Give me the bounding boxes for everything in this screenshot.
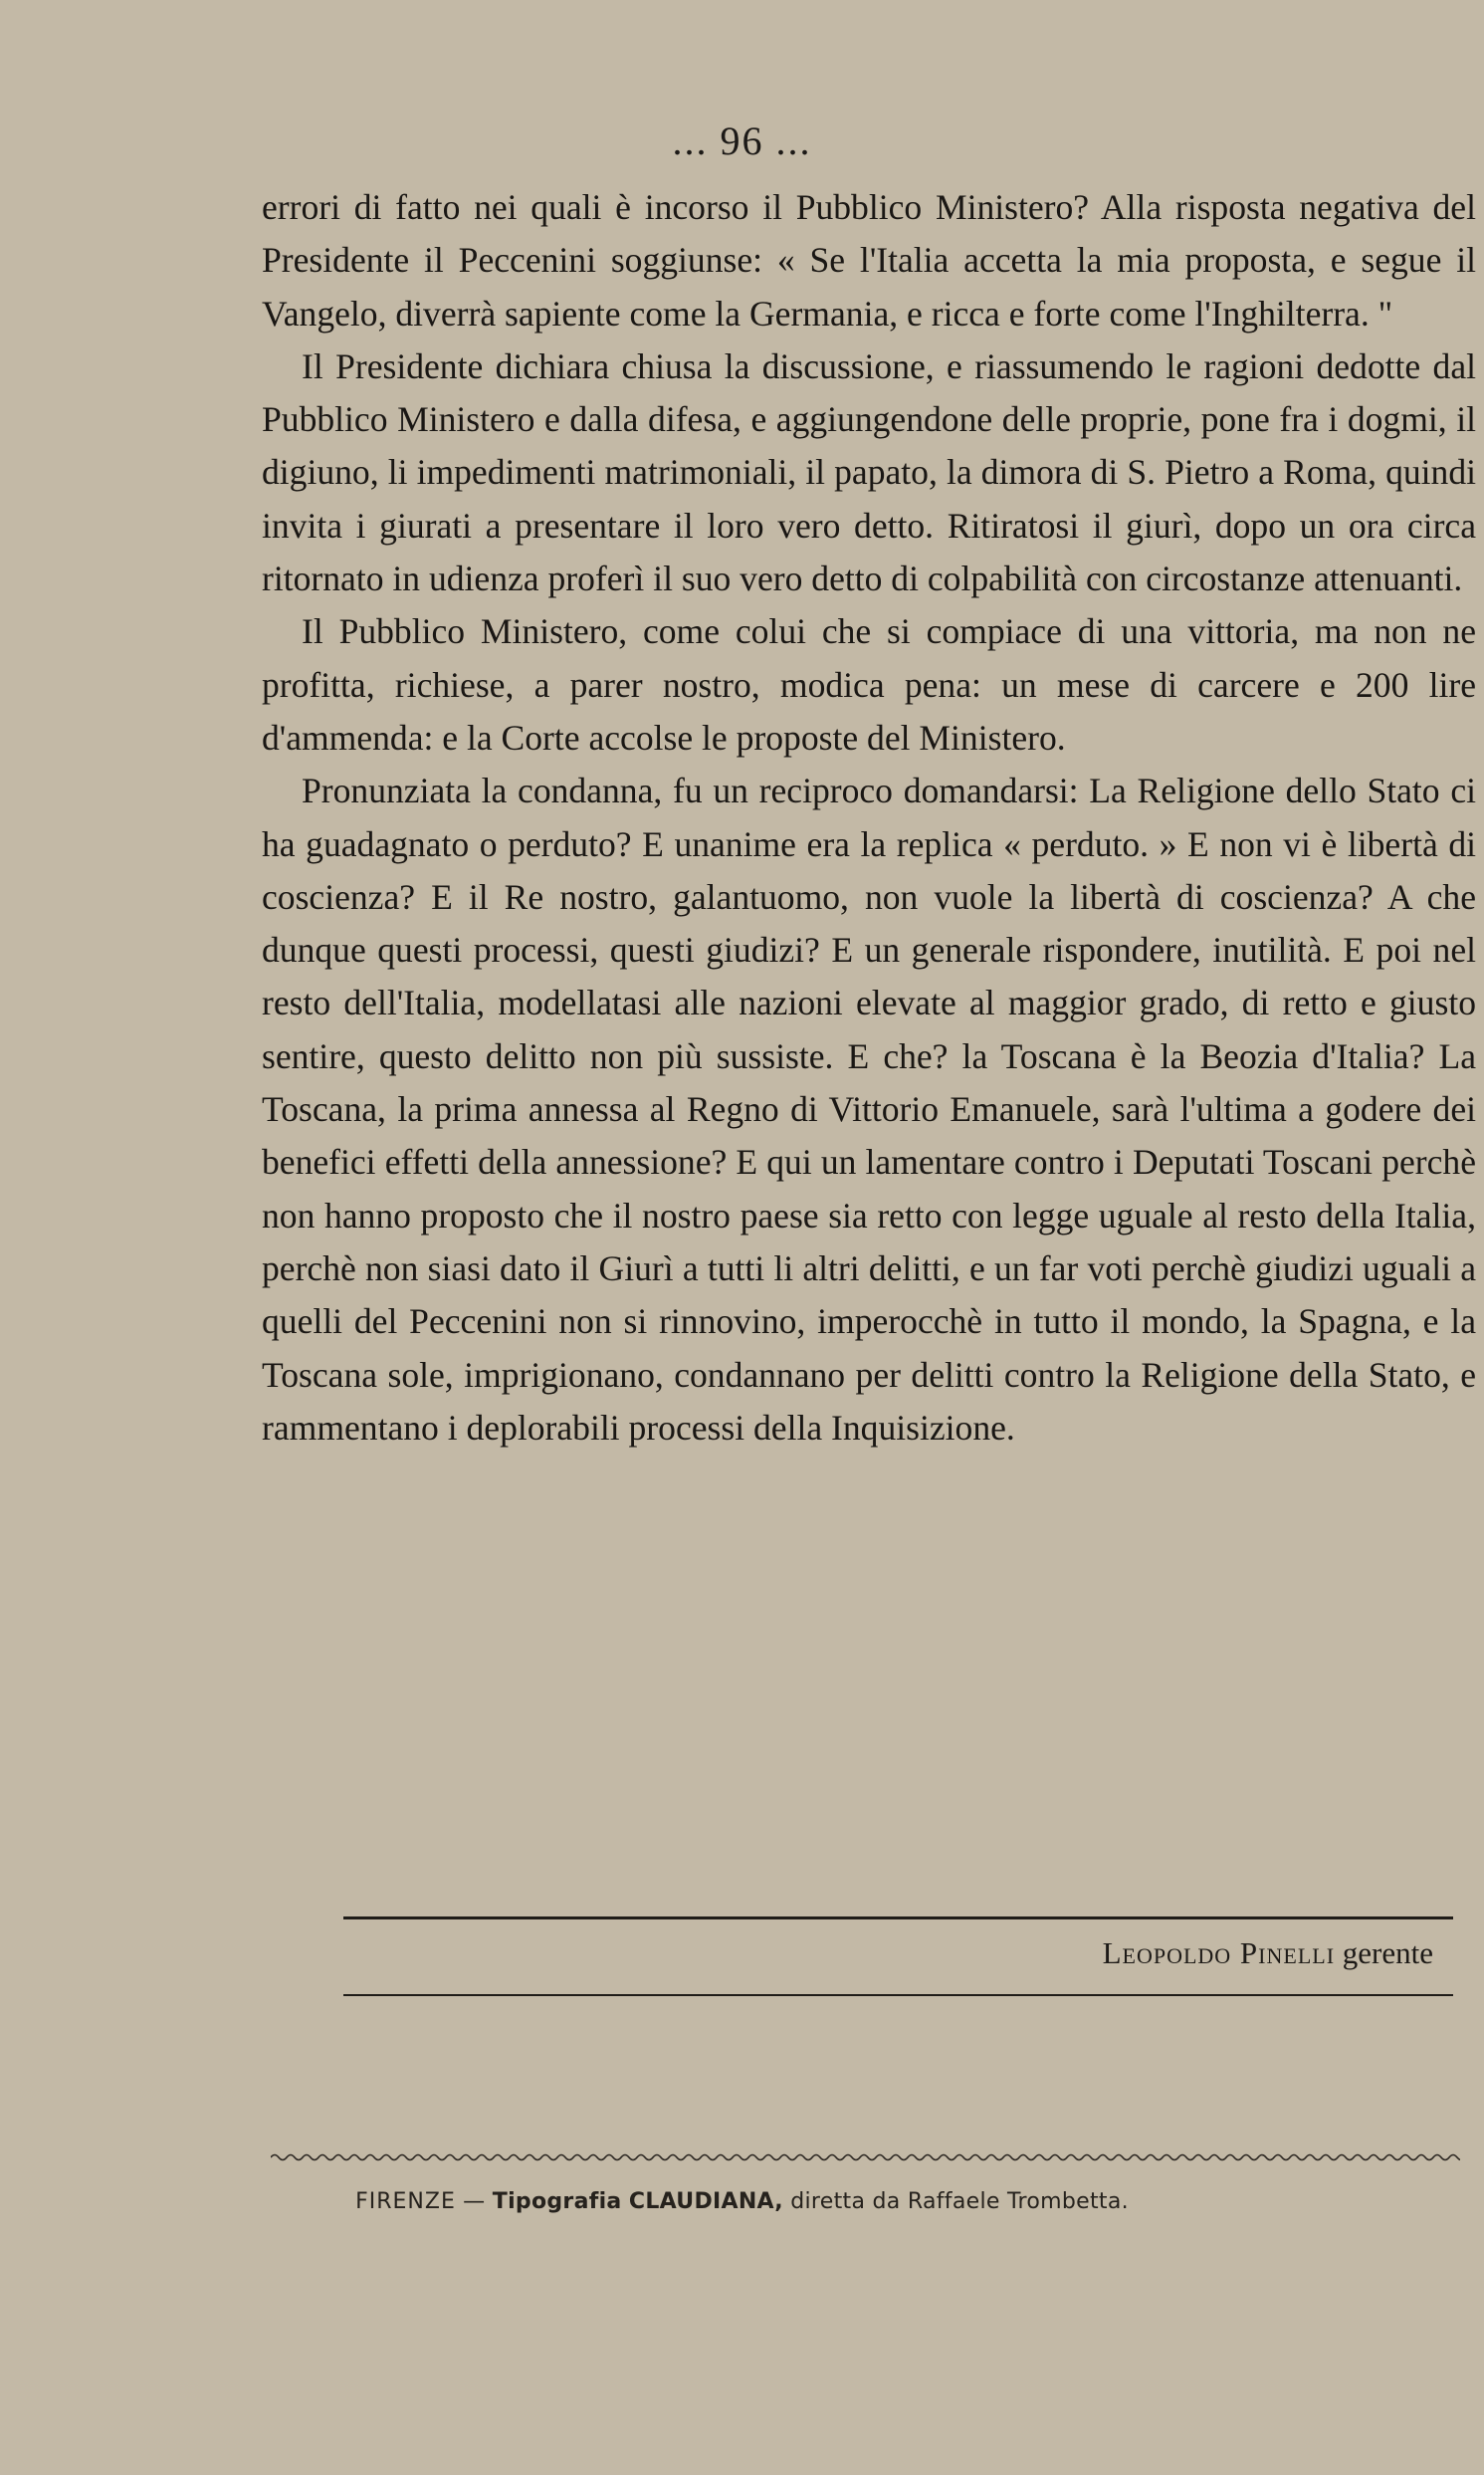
- signature-name: Leopoldo Pinelli: [1102, 1935, 1336, 1970]
- imprint-direction: diretta da Raffaele Trombetta.: [790, 2189, 1129, 2214]
- imprint-separator: —: [463, 2189, 486, 2214]
- paragraph-2: Il Presidente dichiara chiusa la discussione, e riassumendo le ragioni dedotte dal Pubblico Ministero e dalla difesa, e aggiungendone delle proprie, pone fra i dogmi, il digiuno, li impedimenti matrimoniali, il papato, la dimora di S. Pietro a Roma, quindi invita i giurati a presentare il loro vero detto. Ritiratosi il giurì, dopo un ora circa ritornato in udienza proferì il suo vero detto di colpabilità con circostanze attenuanti.: [262, 345, 1476, 599]
- wavy-ornament-rule: [271, 2150, 1460, 2164]
- signature: [995, 1935, 1433, 1971]
- signature-role: gerente: [1342, 1935, 1433, 1970]
- paragraph-1: errori di fatto nei quali è incorso il Pubblico Ministero? Alla risposta negativa del Presidente il Peccenini soggiunse: « Se l'Italia accetta la mia proposta, e segue il Vangelo, diverrà sapiente come la Germania, e ricca e forte come l'Inghilterra. ": [262, 187, 1476, 334]
- imprint-press-name: CLAUDIANA,: [628, 2189, 783, 2214]
- imprint-city: FIRENZE: [355, 2189, 456, 2214]
- bottom-divider: [343, 1994, 1453, 1996]
- imprint-press-label: Tipografia: [492, 2189, 622, 2214]
- top-divider: [343, 1916, 1453, 1919]
- body-text: [262, 181, 1476, 1455]
- printer-imprint: [0, 2189, 1484, 2214]
- paragraph-3: Il Pubblico Ministero, come colui che si compiace di una vittoria, ma non ne profitta, richiese, a parer nostro, modica pena: un mese di carcere e 200 lire d'ammenda: e la Corte accolse le proposte del Ministero.: [262, 611, 1476, 758]
- page-number: ... 96 ...: [672, 118, 812, 163]
- paragraph-4: Pronunziata la condanna, fu un reciproco domandarsi: La Religione dello Stato ci ha guadagnato o perduto? E unanime era la replica « perduto. » E non vi è libertà di coscienza? E il Re nostro, galantuomo, non vuole la libertà di coscienza? A che dunque questi processi, questi giudizi? E un generale rispondere, inutilità. E poi nel resto dell'Italia, modellatasi alle nazioni elevate al maggior grado, di retto e giusto sentire, questo delitto non più sussiste. E che? la Toscana è la Beozia d'Italia? La Toscana, la prima annessa al Regno di Vittorio Emanuele, sarà l'ultima a godere dei benefici effetti della annessione? E qui un lamentare contro i Deputati Toscani perchè non hanno proposto che il nostro paese sia retto con legge uguale al resto della Italia, perchè non siasi dato il Giurì a tutti li altri delitti, e un far voti perchè giudizi uguali a quelli del Peccenini non si rinnovino, imperocchè in tutto il mondo, la Spagna, e la Toscana sole, imprigionano, condannano per delitti contro la Religione della Stato, e rammentano i deplorabili processi della Inquisizione.: [262, 771, 1476, 1448]
